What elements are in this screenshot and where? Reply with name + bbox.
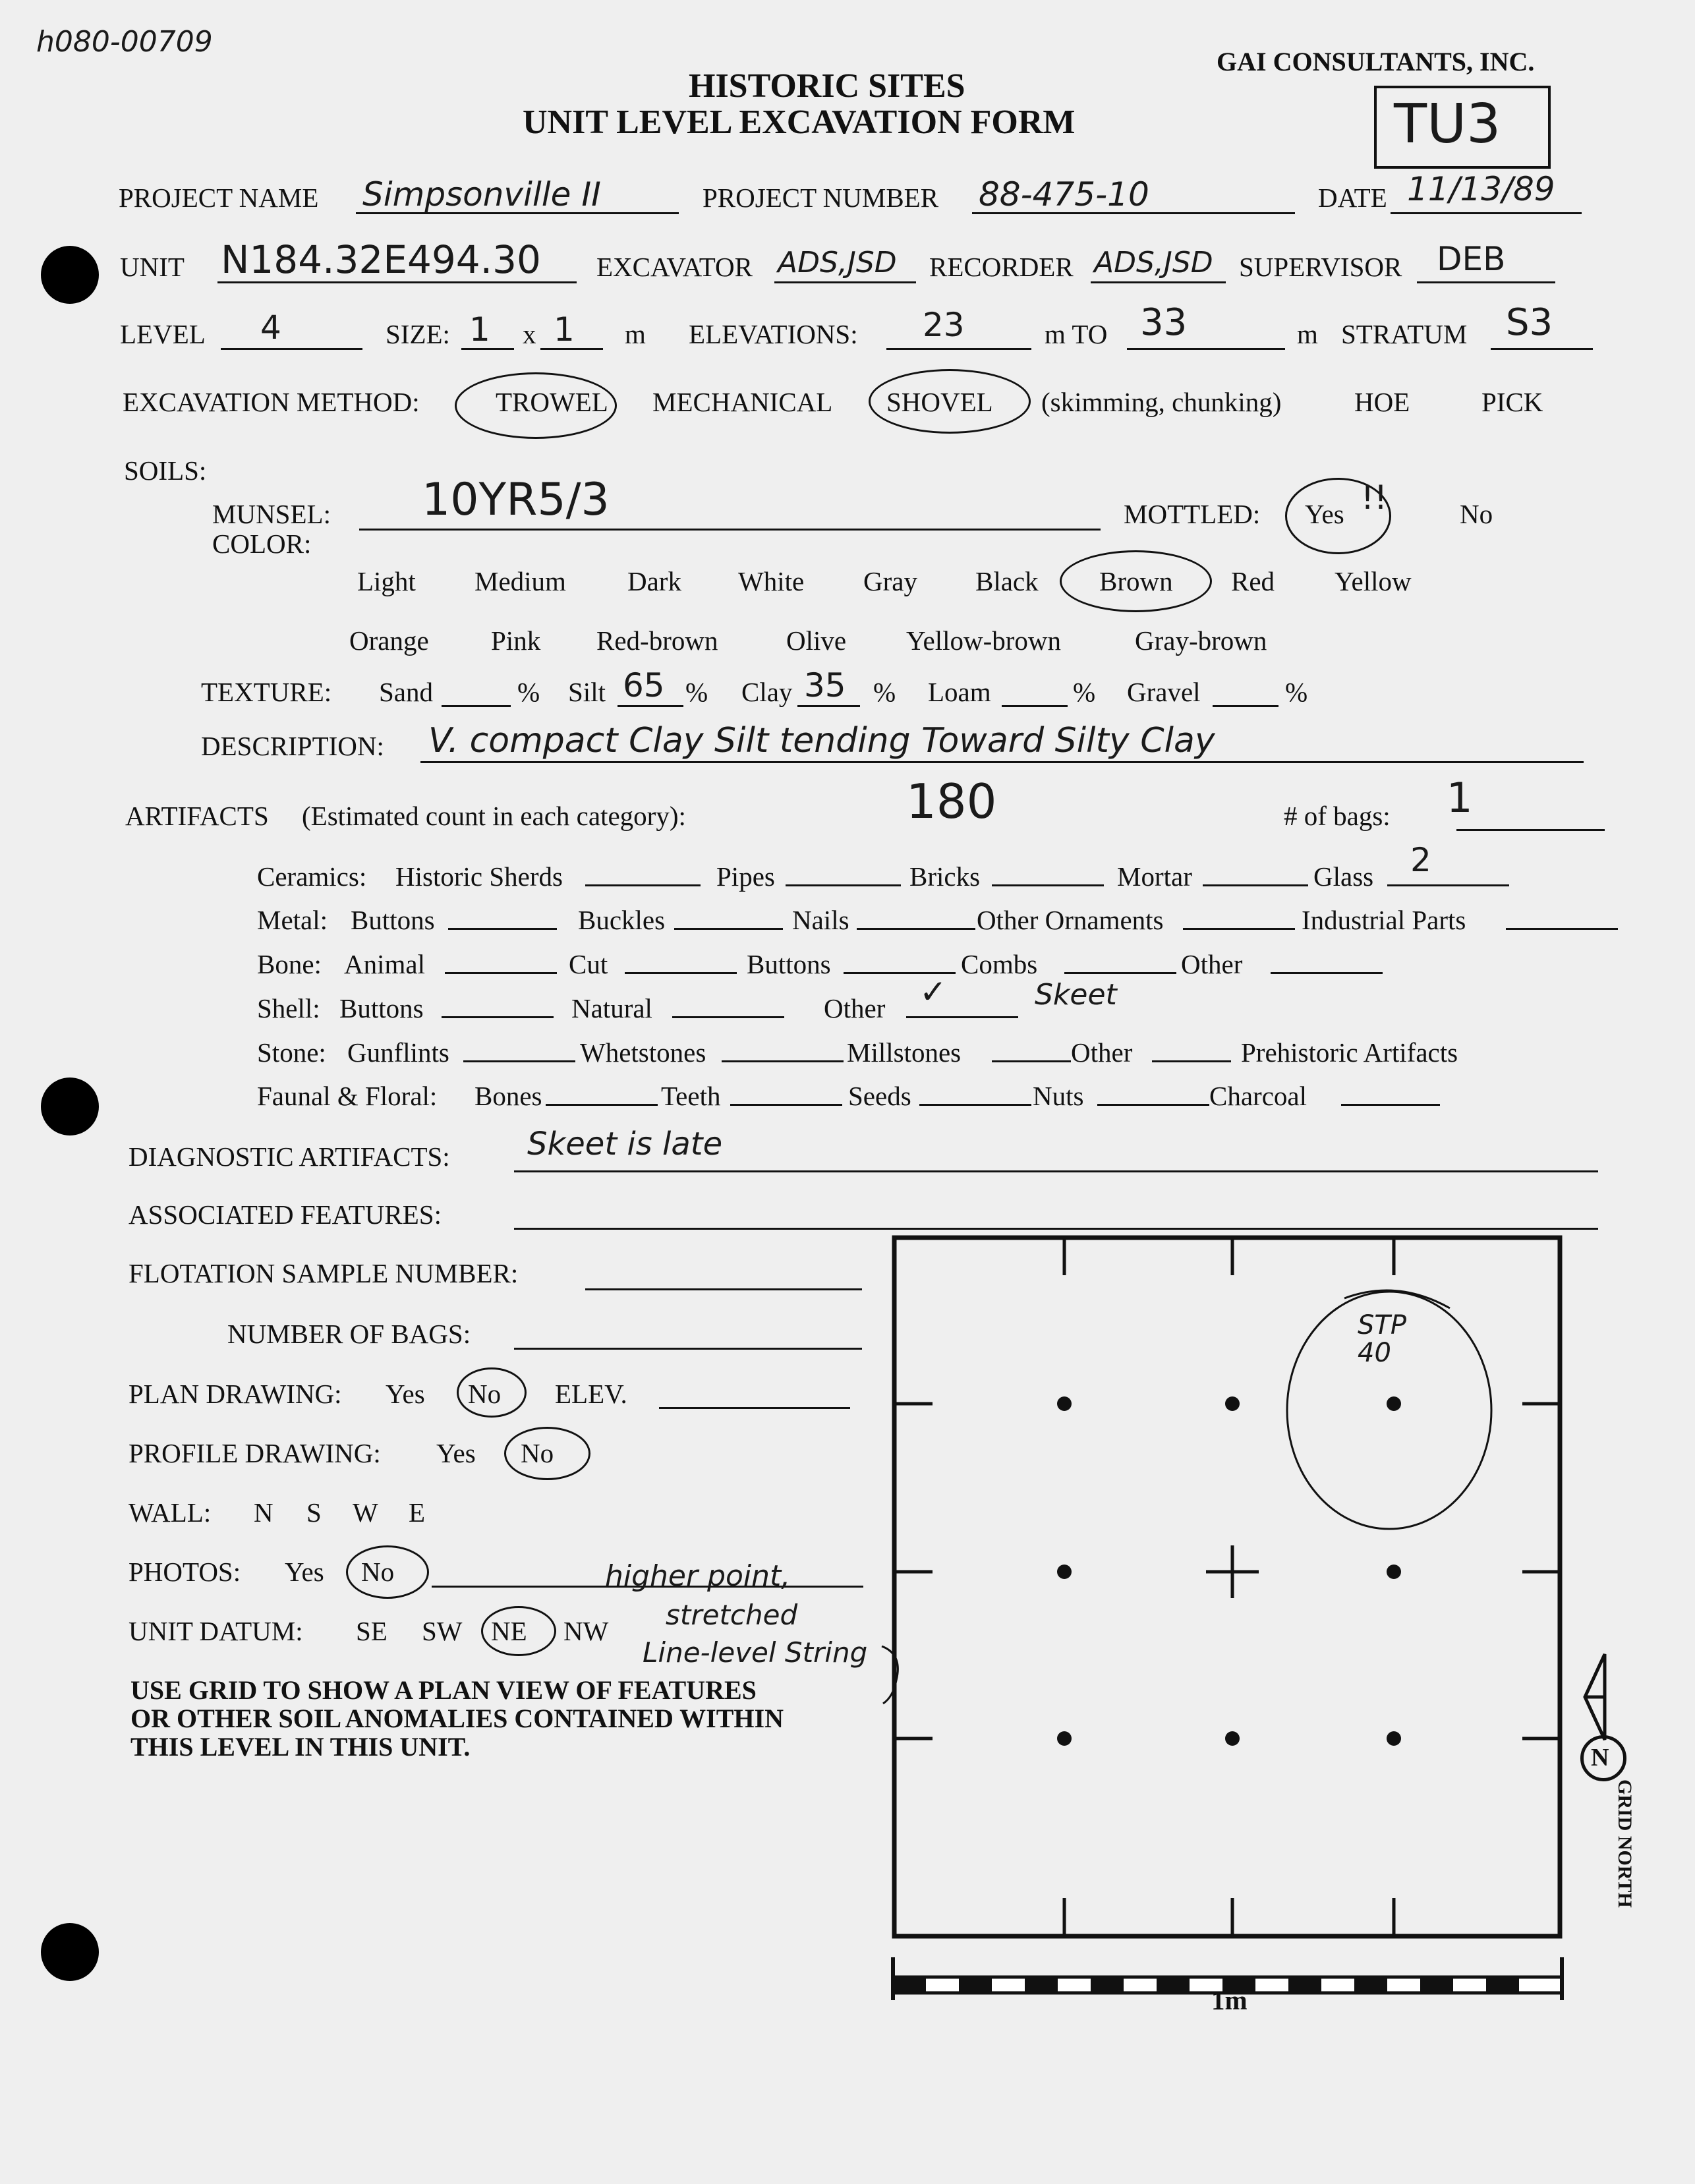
wall-n[interactable]: N <box>254 1497 273 1528</box>
stone-prehistoric: Prehistoric Artifacts <box>1241 1037 1458 1068</box>
faunal-charcoal: Charcoal <box>1209 1081 1307 1111</box>
bone-animal-line <box>445 972 557 974</box>
label-artifacts: ARTIFACTS <box>125 801 269 831</box>
stone-other-line <box>1152 1060 1231 1062</box>
ceramics-glass: Glass <box>1313 861 1374 892</box>
stone-other: Other <box>1071 1037 1133 1068</box>
metal-buttons: Buttons <box>351 905 435 935</box>
texture-loam-label: Loam <box>928 677 991 707</box>
shell-other-line <box>906 1016 1018 1018</box>
stratum-line <box>1491 348 1593 350</box>
faunal-seeds: Seeds <box>848 1081 911 1111</box>
flotation-line <box>585 1288 862 1290</box>
ceramics-bricks: Bricks <box>909 861 981 892</box>
tu-label: TU3 <box>1394 93 1501 156</box>
shell-label: Shell: <box>257 993 320 1023</box>
label-munsel: MUNSEL: <box>212 499 331 529</box>
shell-other: Other <box>824 993 886 1023</box>
label-soils: SOILS: <box>124 455 207 486</box>
metal-buttons-line <box>448 928 557 930</box>
color-red-brown[interactable]: Red-brown <box>596 625 718 656</box>
mottled-mark: !! <box>1361 478 1388 517</box>
datum-ne[interactable]: NE <box>491 1616 527 1646</box>
num-bags-value[interactable]: 1 <box>1447 774 1473 822</box>
unit-value[interactable]: N184.32E494.30 <box>221 237 541 282</box>
method-mechanical[interactable]: MECHANICAL <box>652 387 833 417</box>
label-mottled: MOTTLED: <box>1124 499 1261 529</box>
faunal-bones: Bones <box>474 1081 542 1111</box>
punch-hole-bottom <box>41 1923 99 1981</box>
excavator-value[interactable]: ADS,JSD <box>778 246 897 279</box>
corner-note: h080-00709 <box>36 25 213 59</box>
color-yellow-brown[interactable]: Yellow-brown <box>906 625 1062 656</box>
profile-drawing-no[interactable]: No <box>521 1438 554 1468</box>
color-white[interactable]: White <box>738 566 805 596</box>
instructions-line1: USE GRID TO SHOW A PLAN VIEW OF FEATURES <box>130 1675 757 1705</box>
method-hoe[interactable]: HOE <box>1354 387 1410 417</box>
punch-hole-top <box>41 246 99 304</box>
north-letter: N <box>1591 1744 1609 1771</box>
color-light[interactable]: Light <box>357 566 416 596</box>
grid-north-label: GRID NORTH <box>1614 1779 1636 1908</box>
texture-silt-pct: % <box>685 677 708 707</box>
ceramics-glass-line <box>1387 884 1509 886</box>
munsel-value[interactable]: 10YR5/3 <box>422 474 610 526</box>
texture-gravel-line <box>1213 705 1278 707</box>
date-value[interactable]: 11/13/89 <box>1407 170 1555 208</box>
method-trowel-circle <box>455 372 617 439</box>
date-line <box>1391 212 1582 214</box>
wall-e[interactable]: E <box>409 1497 426 1528</box>
color-orange[interactable]: Orange <box>349 625 429 656</box>
color-gray[interactable]: Gray <box>863 566 917 596</box>
label-recorder: RECORDER <box>929 252 1074 282</box>
plan-drawing-no-circle <box>457 1367 527 1418</box>
company-name: GAI CONSULTANTS, INC. <box>1217 47 1535 76</box>
form-title-line2: UNIT LEVEL EXCAVATION FORM <box>523 103 1076 141</box>
texture-sand-pct: % <box>517 677 540 707</box>
mottled-yes[interactable]: Yes <box>1305 499 1344 529</box>
shell-buttons-line <box>442 1016 554 1018</box>
method-shovel-circle <box>869 369 1031 434</box>
elev-line <box>659 1407 850 1409</box>
datum-note-line2: stretched <box>666 1599 798 1631</box>
color-olive[interactable]: Olive <box>786 625 847 656</box>
label-wall: WALL: <box>129 1497 212 1528</box>
faunal-nuts: Nuts <box>1033 1081 1084 1111</box>
faunal-teeth: Teeth <box>661 1081 721 1111</box>
bone-animal: Animal <box>344 949 425 979</box>
label-supervisor: SUPERVISOR <box>1239 252 1402 282</box>
elev-to-line <box>1127 348 1285 350</box>
level-value[interactable]: 4 <box>260 308 281 347</box>
plan-drawing-yes[interactable]: Yes <box>386 1379 425 1409</box>
method-shovel[interactable]: SHOVEL <box>886 387 993 417</box>
project-name-value[interactable]: Simpsonville II <box>362 175 601 214</box>
recorder-value[interactable]: ADS,JSD <box>1094 246 1213 279</box>
label-profile-drawing: PROFILE DRAWING: <box>129 1438 381 1468</box>
datum-se[interactable]: SE <box>356 1616 388 1646</box>
faunal-nuts-line <box>1097 1104 1209 1106</box>
texture-sand-label: Sand <box>379 677 433 707</box>
photos-no[interactable]: No <box>361 1557 395 1587</box>
bone-other: Other <box>1181 949 1243 979</box>
label-m-to: m TO <box>1045 319 1108 349</box>
label-project-number: PROJECT NUMBER <box>703 183 939 213</box>
mottled-no[interactable]: No <box>1460 499 1493 529</box>
description-line <box>420 761 1584 763</box>
label-project-name: PROJECT NAME <box>119 183 319 213</box>
metal-industrial-parts: Industrial Parts <box>1302 905 1466 935</box>
bone-cut: Cut <box>569 949 608 979</box>
stratum-value[interactable]: S3 <box>1506 301 1553 344</box>
shell-natural: Natural <box>571 993 652 1023</box>
label-excavator: EXCAVATOR <box>596 252 753 282</box>
label-num-bags: # of bags: <box>1284 801 1391 831</box>
label-plan-drawing: PLAN DRAWING: <box>129 1379 342 1409</box>
instructions-line3: THIS LEVEL IN THIS UNIT. <box>130 1732 471 1762</box>
elev-from-value[interactable]: 23 <box>923 306 965 344</box>
color-medium[interactable]: Medium <box>474 566 566 596</box>
munsel-line <box>359 529 1101 531</box>
number-of-bags-line <box>514 1348 862 1350</box>
color-red[interactable]: Red <box>1231 566 1275 596</box>
stone-gunflints: Gunflints <box>347 1037 449 1068</box>
profile-drawing-no-circle <box>504 1427 590 1480</box>
label-artifacts-note: (Estimated count in each category): <box>302 801 686 831</box>
faunal-teeth-line <box>730 1104 842 1106</box>
stone-whetstones-line <box>722 1060 844 1062</box>
ceramics-historic-sherds-line <box>585 884 701 886</box>
faunal-label: Faunal & Floral: <box>257 1081 438 1111</box>
form-title-line1: HISTORIC SITES <box>689 67 965 105</box>
wall-w[interactable]: W <box>353 1497 378 1528</box>
ceramics-glass-value[interactable]: 2 <box>1410 841 1431 879</box>
level-line <box>221 348 362 350</box>
color-dark[interactable]: Dark <box>627 566 681 596</box>
label-flotation: FLOTATION SAMPLE NUMBER: <box>129 1258 519 1288</box>
metal-other-ornaments: Other Ornaments <box>977 905 1164 935</box>
metal-label: Metal: <box>257 905 328 935</box>
datum-note-line3: Line-level String <box>643 1636 868 1669</box>
metal-other-ornaments-line <box>1183 928 1295 930</box>
color-pink[interactable]: Pink <box>491 625 541 656</box>
supervisor-value[interactable]: DEB <box>1437 240 1506 278</box>
label-size-m: m <box>625 319 646 349</box>
ceramics-pipes: Pipes <box>716 861 775 892</box>
texture-silt-line <box>618 705 683 707</box>
ceramics-historic-sherds: Historic Sherds <box>395 861 563 892</box>
texture-clay-value[interactable]: 35 <box>804 666 846 704</box>
stone-whetstones: Whetstones <box>580 1037 706 1068</box>
datum-sw[interactable]: SW <box>422 1616 463 1646</box>
texture-silt-value[interactable]: 65 <box>623 666 665 704</box>
color-black[interactable]: Black <box>975 566 1039 596</box>
shell-buttons: Buttons <box>339 993 424 1023</box>
label-elevations: ELEVATIONS: <box>689 319 858 349</box>
map-note-stp: STP 40 <box>1358 1310 1406 1368</box>
color-brown[interactable]: Brown <box>1099 566 1173 596</box>
datum-note-line1: higher point, <box>605 1559 791 1593</box>
label-size-x: x <box>523 319 536 349</box>
metal-industrial-parts-line <box>1506 928 1618 930</box>
faunal-seeds-line <box>919 1104 1031 1106</box>
elev-to-value[interactable]: 33 <box>1140 301 1188 344</box>
photos-yes[interactable]: Yes <box>285 1557 324 1587</box>
label-excavation-method: EXCAVATION METHOD: <box>123 387 420 417</box>
recorder-line <box>1091 281 1226 283</box>
scale-label: 1m <box>1211 1985 1248 2015</box>
plan-drawing-no[interactable]: No <box>468 1379 502 1409</box>
plan-grid-frame <box>894 1238 1560 1936</box>
label-associated: ASSOCIATED FEATURES: <box>129 1199 442 1230</box>
diagnostic-line <box>514 1170 1598 1172</box>
color-gray-brown[interactable]: Gray-brown <box>1135 625 1267 656</box>
bone-other-line <box>1271 972 1383 974</box>
supervisor-line <box>1417 281 1555 283</box>
size-a-value[interactable]: 1 <box>469 310 490 349</box>
artifact-count-value[interactable]: 180 <box>906 774 997 829</box>
metal-nails-line <box>857 928 975 930</box>
datum-nw[interactable]: NW <box>563 1616 609 1646</box>
texture-loam-pct: % <box>1073 677 1096 707</box>
plan-grid[interactable] <box>883 1226 1615 2017</box>
label-color: COLOR: <box>212 529 312 559</box>
ceramics-bricks-line <box>992 884 1104 886</box>
profile-drawing-yes[interactable]: Yes <box>436 1438 476 1468</box>
label-unit-datum: UNIT DATUM: <box>129 1616 303 1646</box>
bone-combs-line <box>1064 972 1176 974</box>
metal-buckles: Buckles <box>578 905 666 935</box>
color-brown-circle <box>1060 550 1212 612</box>
instructions-line2: OR OTHER SOIL ANOMALIES CONTAINED WITHIN <box>130 1704 784 1733</box>
ceramics-mortar-line <box>1203 884 1308 886</box>
north-arrow-icon <box>1578 1648 1624 1746</box>
label-level: LEVEL <box>120 319 206 349</box>
shell-other-check[interactable]: ✓ <box>919 973 947 1011</box>
datum-ne-circle <box>481 1606 556 1656</box>
stone-gunflints-line <box>463 1060 575 1062</box>
method-skimming-note: (skimming, chunking) <box>1041 387 1282 417</box>
label-m2: m <box>1297 319 1318 349</box>
texture-clay-pct: % <box>873 677 896 707</box>
label-size: SIZE: <box>386 319 450 349</box>
shell-natural-line <box>672 1016 784 1018</box>
ceramics-pipes-line <box>786 884 901 886</box>
color-yellow[interactable]: Yellow <box>1335 566 1412 596</box>
faunal-charcoal-line <box>1341 1104 1440 1106</box>
texture-clay-line <box>797 705 860 707</box>
wall-s[interactable]: S <box>306 1497 322 1528</box>
ceramics-label: Ceramics: <box>257 861 367 892</box>
elev-from-line <box>886 348 1031 350</box>
bone-buttons: Buttons <box>747 949 831 979</box>
method-pick[interactable]: PICK <box>1481 387 1543 417</box>
punch-hole-middle <box>41 1078 99 1135</box>
metal-nails: Nails <box>792 905 849 935</box>
texture-gravel-pct: % <box>1285 677 1308 707</box>
bone-combs: Combs <box>961 949 1038 979</box>
label-elev: ELEV. <box>555 1379 627 1409</box>
label-unit: UNIT <box>120 252 185 282</box>
bone-label: Bone: <box>257 949 322 979</box>
label-description: DESCRIPTION: <box>201 731 384 761</box>
label-photos: PHOTOS: <box>129 1557 241 1587</box>
diagnostic-value[interactable]: Skeet is late <box>527 1126 723 1163</box>
faunal-bones-line <box>546 1104 658 1106</box>
texture-gravel-label: Gravel <box>1127 677 1201 707</box>
project-number-value[interactable]: 88-475-10 <box>979 175 1149 214</box>
bone-cut-line <box>625 972 737 974</box>
label-number-of-bags: NUMBER OF BAGS: <box>227 1319 471 1349</box>
stone-millstones-line <box>992 1060 1071 1062</box>
texture-sand-line <box>442 705 511 707</box>
num-bags-line <box>1456 829 1605 831</box>
method-trowel[interactable]: TROWEL <box>496 387 608 417</box>
label-stratum: STRATUM <box>1341 319 1468 349</box>
stone-millstones: Millstones <box>847 1037 962 1068</box>
ceramics-mortar: Mortar <box>1117 861 1192 892</box>
metal-buckles-line <box>674 928 783 930</box>
label-date: DATE <box>1318 183 1387 213</box>
texture-clay-label: Clay <box>741 677 793 707</box>
stone-label: Stone: <box>257 1037 326 1068</box>
label-texture: TEXTURE: <box>201 677 332 707</box>
description-value[interactable]: V. compact Clay Silt tending Toward Silty Clay <box>428 721 1215 761</box>
excavator-line <box>774 281 916 283</box>
label-diagnostic: DIAGNOSTIC ARTIFACTS: <box>129 1141 450 1172</box>
size-b-value[interactable]: 1 <box>554 310 575 349</box>
photos-no-circle <box>346 1545 429 1599</box>
shell-other-note: Skeet <box>1035 978 1117 1012</box>
texture-silt-label: Silt <box>568 677 606 707</box>
texture-loam-line <box>1002 705 1068 707</box>
